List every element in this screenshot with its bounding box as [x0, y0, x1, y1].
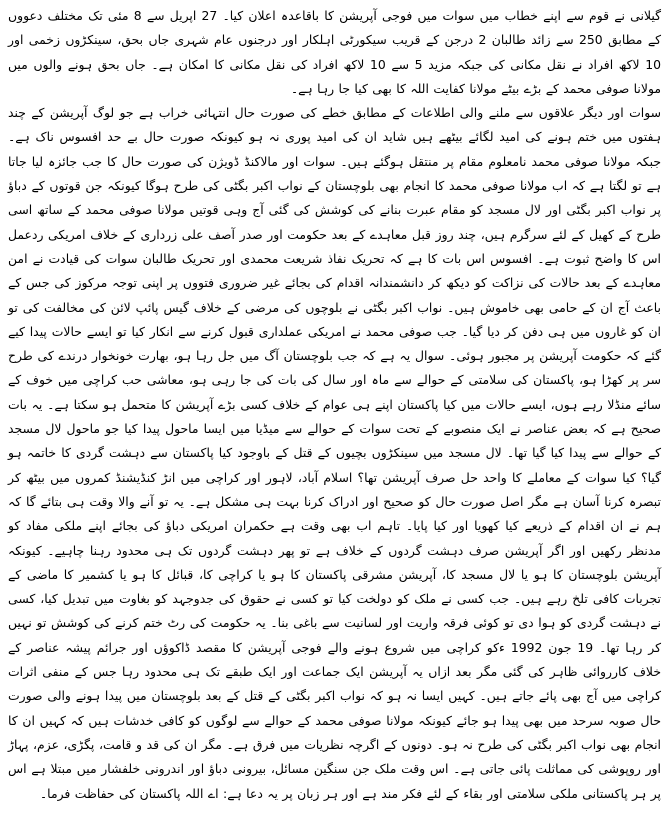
article-paragraph-2: سوات اور دیگر علاقوں سے ملنے والی اطلاعات کے مطابق خطے کی صورت حال انتہائی خراب ہے جو لوگ آپریشن کے چند ہفتوں میں ختم ہونے کی امید لگائے بیٹھے ہیں شاید ان کی امید پوری نہ ہو کیونکہ صورت حال بے حد افسوس ناک ہے۔ جبکہ مولانا صوفی محمد نامعلوم مقام پر منتقل ہوگئے ہیں۔ سوات اور مالاکنڈ ڈویژن کی صورت حال کا جب جائزہ لیا جاتا ہے تو لگتا ہے کہ اب مولانا صوفی محمد کا انجام بھی بلوچستان کے نواب اکبر بگٹی کی طرح ہوگا کیونکہ جن قوتوں کے دباؤ پر نواب اکبر بگٹی اور لال مسجد کو مقام عبرت بنانے کی کوشش کی گئی آج وہی قوتیں مولانا صوفی محمد کے ساتھ اسی طرح کے کھیل کے لئے سرگرم ہیں، چند روز قبل معاہدے کے بعد حکومت اور صدر آصف علی زرداری کے خلاف امریکی ردعمل اس کا واضح ثبوت ہے۔ افسوس اس بات کا ہے کہ تحریک نفاذ شریعت محمدی اور تحریک طالبان سوات کی قیادت نے امن معاہدے کے بعد حالات کی نزاکت کو دیکھ کر دانشمندانہ اقدام کی بجائے غیر ضروری فتووں پر اپنی توجہ مرکوز کی جس کے باعث آج ان کے حامی بھی خاموش ہیں۔ نواب اکبر بگٹی نے بلوچوں کی مرضی کے خلاف گیس پائپ لائن کی مخالفت کی تو ان کو غاروں میں ہی دفن کر دیا گیا۔ جب صوفی محمد نے امریکی عملداری قبول کرنے سے انکار کیا تو ایسے حالات پیدا کیے گئے کہ حکومت آپریشن پر مجبور ہوئی۔ سوال یہ ہے کہ جب بلوچستان آگ میں جل رہا ہو، بھارت خونخوار درندے کی طرح سر پر کھڑا ہو، پاکستان کی سلامتی کے حوالے سے ماہ اور سال کی بات کی جا رہی ہو، معاشی حب کراچی میں خوف کے سائے منڈلا رہے ہوں، ایسے حالات میں کیا پاکستان اپنے ہی عوام کے خلاف کسی بڑے آپریشن کا متحمل ہو سکتا ہے۔ یہ بات صحیح ہے کہ بعض عناصر نے ایک منصوبے کے تحت سوات کے حوالے سے میڈیا میں ایسا ماحول پیدا کیا جو ماحول لال مسجد کے حوالے سے پیدا کیا گیا تھا۔ لال مسجد میں سینکڑوں بچیوں کے قتل کے باوجود کیا پاکستان سے دہشت گردی کا خاتمہ ہو گیا؟ کیا سوات کے معاملے کا واحد حل صرف آپریشن تھا؟ اسلام آباد، لاہور اور کراچی میں انڑ کنڈیشنڈ کمروں میں بیٹھ کر تبصرہ کرنا آسان ہے مگر اصل صورت حال کو صحیح اور ادراک کرنا بہت ہی مشکل ہے۔ یہ تو آنے والا وقت ہی بتائے گا کہ ہم نے ان اقدام کے ذریعے کیا کھویا اور کیا پایا۔ تاہم اب بھی وقت ہے حکمران امریکی دباؤ کی بجائے اپنے ملکی مفاد کو مدنظر رکھیں اور اگر آپریشن صرف دہشت گردوں کے خلاف ہے تو پھر دہشت گردوں تک ہی محدود رہنا چاہیے۔ کیونکہ آپریشن بلوچستان کا ہو یا لال مسجد کا، آپریشن مشرقی پاکستان کا ہو یا کراچی کا، قبائل کا ہو یا کشمیر کا ماضی کے تجربات کافی تلخ رہے ہیں۔ جب کسی نے ملک کو دولخت کیا تو کسی نے حقوق کی جدوجہد کو بغاوت میں تبدیل کیا، کسی نے دہشت گردی کو ہوا دی تو کوئی فرقہ واریت اور لسانیت سے باغی بنا۔ یہ حکومت کی رٹ ختم کرنے کی کوشش تو نہیں کر رہا تھا۔ 19 جون 1992 ءکو کراچی میں شروع ہونے والے فوجی آپریشن کا مقصد ڈاکوؤں اور جرائم پیشہ عناصر کے خلاف کارروائی ظاہر کی گئی مگر بعد ازاں یہ آپریشن ایک جماعت اور ایک طبقے تک ہی محدود رہا جس کے منفی اثرات کراچی میں آج بھی پائے جاتے ہیں۔ کہیں ایسا نہ ہو کہ نواب اکبر بگٹی کے قتل کے بعد بلوچستان میں پیدا ہونے والی صورت حال صوبہ سرحد میں بھی پیدا ہو جائے کیونکہ مولانا صوفی محمد کے حوالے سے لوگوں کو کافی خدشات ہیں کہ کہیں ان کا انجام بھی نواب اکبر بگٹی کی طرح نہ ہو۔ دونوں کے اگرچہ نظریات میں فرق ہے۔ مگر ان کی قد و قامت، پگڑی، عزم، پہاڑ اور روپوشی کی مماثلت پائی جاتی ہے۔ اس وقت ملک جن سنگین مسائل، بیرونی دباؤ اور اندرونی خلفشار میں مبتلا ہے اس پر ہر پاکستانی ملکی سلامتی اور بقاء کے لئے فکر مند ہے اور ہر زبان پر یہ دعا ہے: اے اللہ پاکستان کی حفاظت فرما۔ [8, 105, 661, 801]
article-paragraph-1: گیلانی نے قوم سے اپنے خطاب میں سوات میں فوجی آپریشن کا باقاعدہ اعلان کیا۔ 27 اپریل سے 8 مئی تک مختلف دعووں کے مطابق 250 سے زائد طالبان 2 درجن کے قریب سیکورٹی اہلکار اور درجنوں عام شہری جاں بحق، سینکڑوں زخمی اور 10 لاکھ افراد نے نقل مکانی کی جبکہ مزید 5 سے 10 لاکھ افراد کی نقل مکانی کا امکان ہے۔ جاں بحق ہونے والوں میں مولانا صوفی محمد کے بڑے بیٹے مولانا کفایت اللہ کا بھی کیا جا رہا ہے۔ [8, 8, 661, 96]
